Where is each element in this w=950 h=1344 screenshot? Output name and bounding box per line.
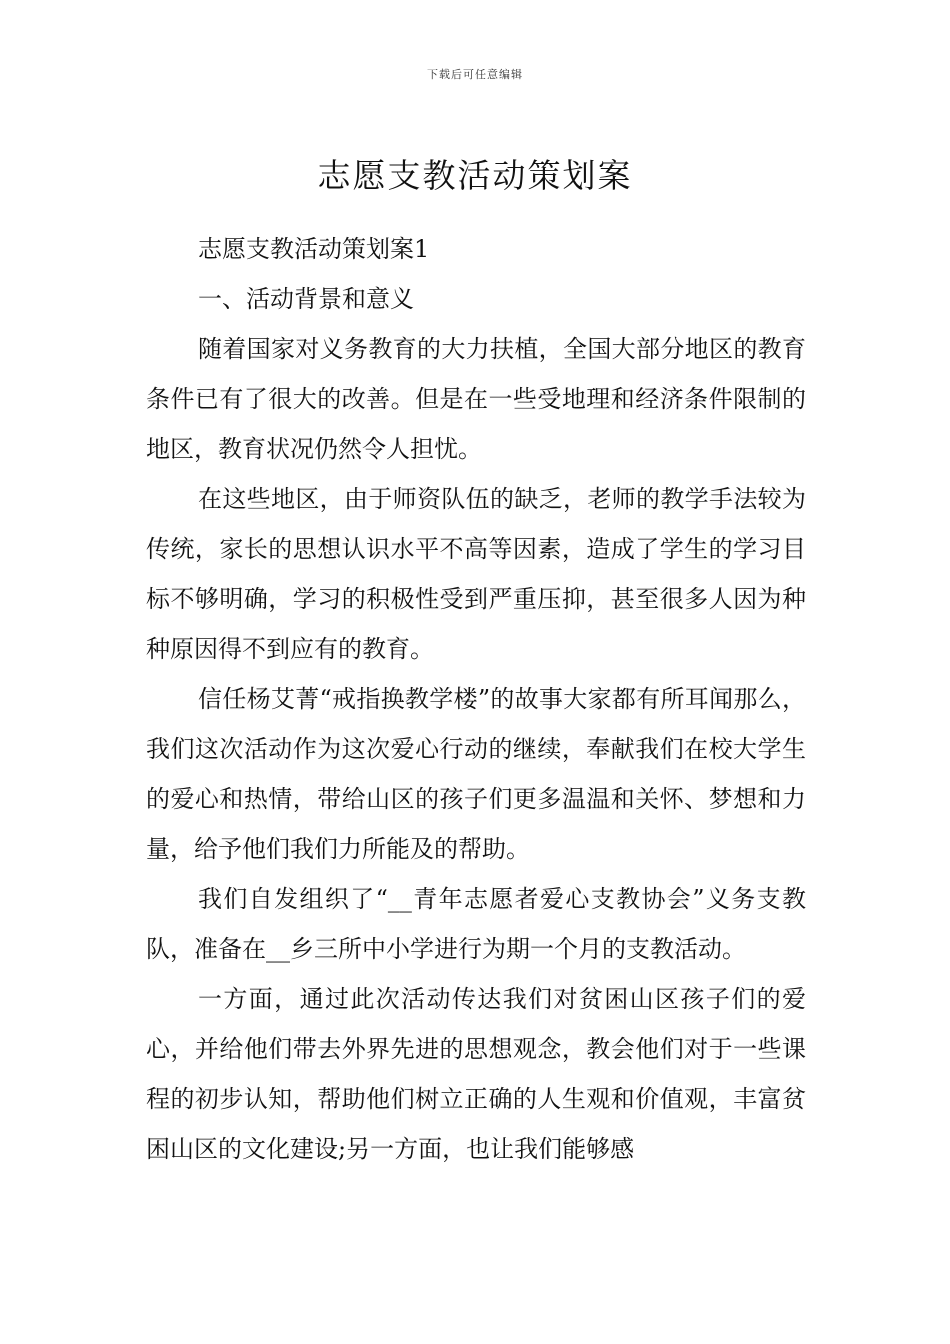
subtitle-paragraph: 志愿支教活动策划案1: [198, 235, 430, 263]
section-heading: 一、活动背景和意义: [198, 285, 414, 313]
document-title: 志愿支教活动策划案: [317, 156, 633, 196]
header-note: 下载后可任意编辑: [427, 68, 523, 81]
body-paragraph: 在这些地区，由于师资队伍的缺乏，老师的教学手法较为传统，家长的思想认识水平不高等因素，造成了学生的学习目标不够明确，学习的积极性受到严重压抑，甚至很多人因为种种原因得不到应有的教育。: [146, 485, 806, 663]
body-paragraph: 随着国家对义务教育的大力扶植，全国大部分地区的教育条件已有了很大的改善。但是在一些受地理和经济条件限制的地区，教育状况仍然令人担忧。: [146, 335, 806, 463]
document-body: [146, 224, 806, 1174]
body-paragraph: 一方面，通过此次活动传达我们对贫困山区孩子们的爱心，并给他们带去外界先进的思想观念，教会他们对于一些课程的初步认知，帮助他们树立正确的人生观和价值观，丰富贫困山区的文化建设;另一方面，也让我们能够感: [146, 985, 806, 1163]
body-paragraph: 信任杨艾菁“戒指换教学楼”的故事大家都有所耳闻那么，我们这次活动作为这次爱心行动的继续，奉献我们在校大学生的爱心和热情，带给山区的孩子们更多温温和关怀、梦想和力量，给予他们我们力所能及的帮助。: [146, 685, 806, 863]
body-paragraph: 我们自发组织了“__青年志愿者爱心支教协会”义务支教队，准备在__乡三所中小学进行为期一个月的支教活动。: [146, 885, 806, 963]
